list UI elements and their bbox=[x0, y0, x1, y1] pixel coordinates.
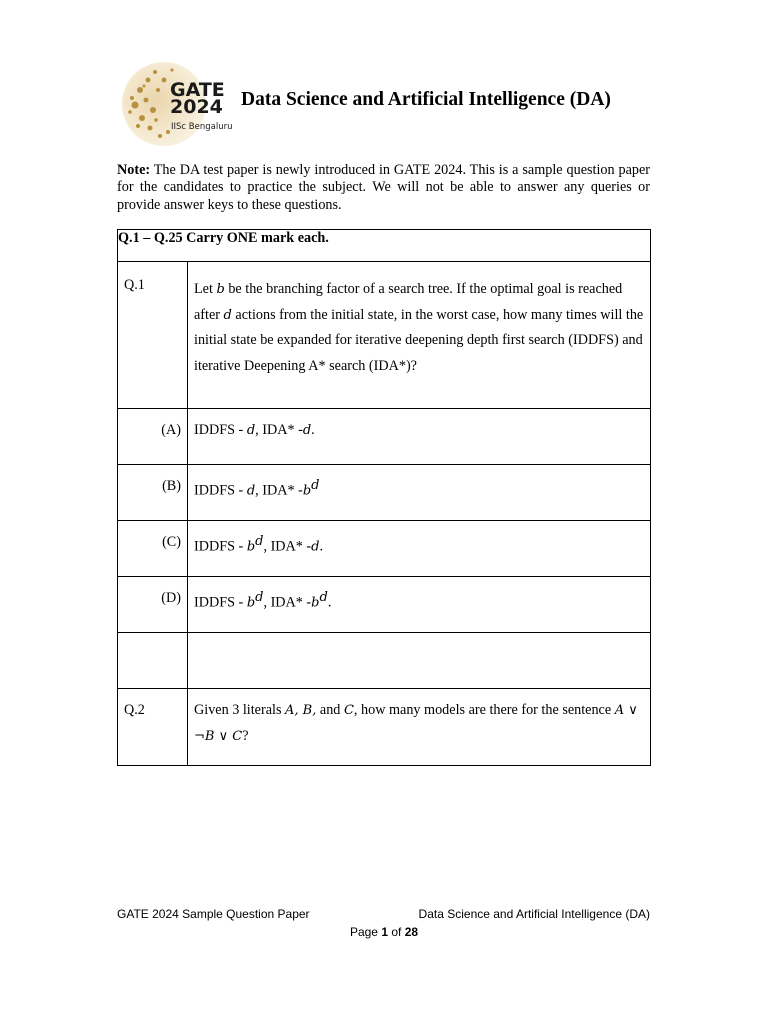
stem-part: actions from the initial state, in the worst case, how many times will the initial state be expanded for iterative deepening depth first search (IDDFS) and iterative Deepening A* search (IDA*)? bbox=[194, 306, 644, 374]
math-variable: d bbox=[302, 423, 312, 438]
empty-cell bbox=[118, 633, 188, 689]
logo-gate-text: GATE bbox=[170, 79, 225, 101]
option-text-cell bbox=[188, 465, 651, 521]
question-row-q1 bbox=[118, 262, 651, 409]
stem-part: , how many models are there for the sentence bbox=[353, 702, 615, 718]
question-table bbox=[117, 229, 651, 766]
page-number bbox=[0, 925, 768, 939]
question-number: Q.2 bbox=[118, 689, 188, 766]
option-row-d bbox=[118, 577, 651, 633]
empty-row bbox=[118, 633, 651, 689]
page-prefix: Page bbox=[349, 925, 382, 939]
total-pages: 28 bbox=[404, 925, 419, 939]
gate-2024-logo bbox=[120, 60, 232, 148]
option-label bbox=[118, 465, 188, 521]
stem-part: Given 3 literals bbox=[194, 702, 286, 718]
question-text-cell bbox=[188, 262, 651, 409]
option-part: IDDFS - bbox=[194, 482, 247, 499]
question-number: Q.1 bbox=[118, 262, 188, 409]
option-part: IDDFS - bbox=[194, 422, 247, 438]
option-row-a bbox=[118, 409, 651, 465]
math-variable: d bbox=[311, 539, 320, 555]
option-label bbox=[118, 409, 188, 465]
option-label bbox=[118, 577, 188, 633]
option-text bbox=[194, 465, 644, 500]
question-row-q2 bbox=[118, 689, 651, 766]
option-row-c bbox=[118, 521, 651, 577]
option-part: IDDFS - bbox=[194, 538, 247, 555]
math-variable: d bbox=[223, 307, 232, 323]
option-part: IDDFS - bbox=[194, 594, 247, 611]
stem-part: and bbox=[316, 702, 344, 718]
page-mid: of bbox=[388, 925, 405, 939]
option-part: . bbox=[327, 594, 332, 611]
option-text-cell bbox=[188, 577, 651, 633]
note-paragraph bbox=[117, 162, 650, 214]
question-stem bbox=[194, 689, 644, 749]
stem-part: Let bbox=[194, 281, 217, 297]
option-part: , IDA* - bbox=[263, 594, 312, 611]
math-expression: A ∨ ¬B ∨ C bbox=[194, 703, 638, 744]
math-superscript: d bbox=[255, 590, 264, 605]
option-part: , IDA* - bbox=[263, 538, 312, 555]
option-text bbox=[194, 521, 644, 556]
option-row-b bbox=[118, 465, 651, 521]
document-title: Data Science and Artificial Intelligence (DA) bbox=[241, 89, 611, 110]
stem-part: be the branching factor of a search tree. If the optimal goal is reached after bbox=[194, 281, 623, 323]
option-part: , IDA* - bbox=[255, 482, 303, 499]
math-variable: b bbox=[216, 282, 225, 297]
section-header-row bbox=[118, 230, 651, 262]
current-page: 1 bbox=[381, 925, 388, 939]
empty-cell bbox=[188, 633, 651, 689]
option-part: , IDA* - bbox=[255, 422, 303, 438]
math-superscript: d bbox=[255, 534, 264, 549]
note-label: Note: bbox=[117, 162, 151, 178]
logo-iisc-text: IISc Bengaluru bbox=[171, 122, 233, 132]
option-text bbox=[194, 577, 644, 612]
option-label bbox=[118, 521, 188, 577]
footer-left-text: GATE 2024 Sample Question Paper bbox=[117, 907, 310, 921]
option-part: . bbox=[311, 422, 315, 438]
option-text-cell bbox=[188, 409, 651, 465]
option-part: . bbox=[319, 538, 324, 555]
math-variable: b bbox=[246, 595, 256, 611]
stem-part: ? bbox=[242, 727, 249, 744]
option-label-text: (C) bbox=[162, 534, 181, 550]
footer-right-text: Data Science and Artificial Intelligence (DA) bbox=[418, 907, 650, 921]
math-variable: b bbox=[302, 483, 312, 499]
math-variable: d bbox=[246, 483, 256, 499]
math-superscript: d bbox=[319, 590, 328, 605]
math-variable: C bbox=[343, 703, 354, 718]
option-label-text: (B) bbox=[162, 478, 181, 494]
logo-year-text: 2024 bbox=[170, 96, 223, 118]
section-heading: Q.1 – Q.25 Carry ONE mark each. bbox=[118, 230, 651, 262]
option-label-text: (A) bbox=[161, 422, 181, 438]
math-variable: b bbox=[246, 539, 256, 555]
math-variable: A, B, bbox=[285, 703, 317, 718]
note-text: The DA test paper is newly introduced in GATE 2024. This is a sample question paper for the candidates to practice the subject. We will not be able to answer any queries or provide answer keys to these questions. bbox=[117, 162, 651, 213]
option-text-cell bbox=[188, 521, 651, 577]
question-text-cell bbox=[188, 689, 651, 766]
question-stem bbox=[194, 262, 644, 379]
math-variable: d bbox=[246, 423, 256, 438]
math-superscript: d bbox=[311, 478, 320, 493]
option-text bbox=[194, 409, 644, 439]
math-variable: b bbox=[311, 595, 320, 611]
option-label-text: (D) bbox=[161, 590, 181, 606]
